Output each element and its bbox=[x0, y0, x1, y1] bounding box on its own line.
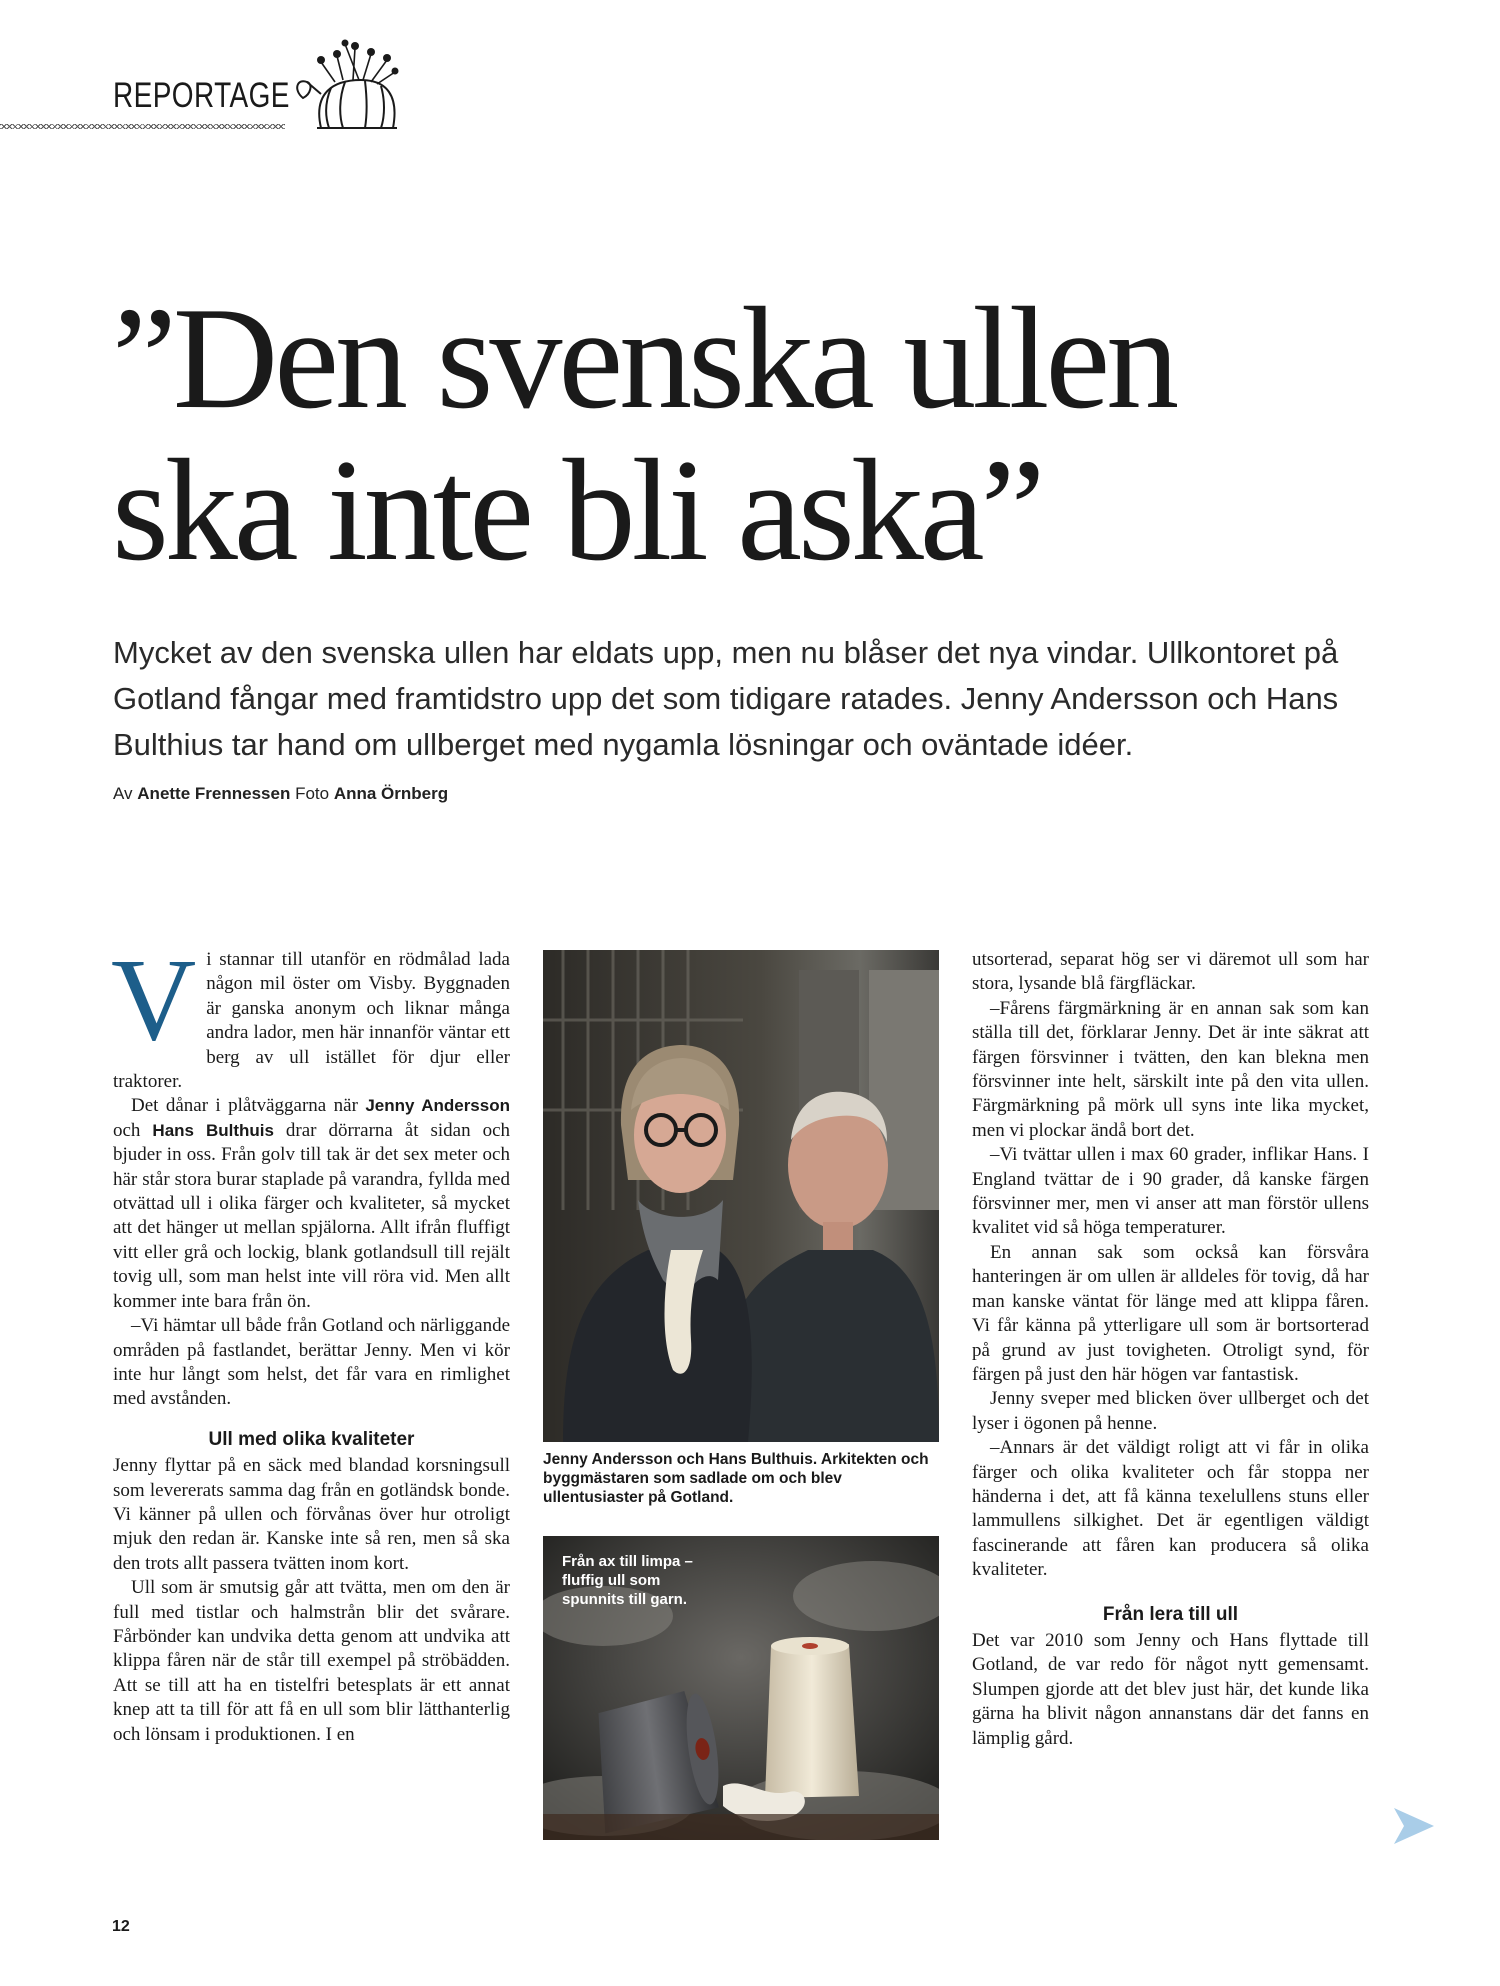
section-label: REPORTAGE bbox=[113, 76, 290, 115]
name-hans: Hans Bulthuis bbox=[152, 1120, 274, 1140]
paragraph: –Fårens färgmärkning är en annan sak som kan ställa till det, förklarar Jenny. Det är inte säkrat att färgen försvinner i tvätten, den kan blekna men försvinner inte helt, särskilt inte på den vita ullen. Färgmärkning på mörk ull syns inte lika mycket, men vi plockar ändå bort det. bbox=[972, 997, 1369, 1141]
photo-caption: Jenny Andersson och Hans Bulthuis. Arkitekten och byggmästaren som sadlade om och blev ullentusiaster på Gotland. bbox=[543, 1451, 929, 1506]
subheading: Ull med olika kvaliteter bbox=[208, 1428, 415, 1450]
headline bbox=[112, 277, 1412, 591]
paragraph: Jenny flyttar på en säck med blandad korsningsull som levererats samma dag från en gotländsk bonde. Vi känner på ullen och förvånas över hur otroligt mjuk den redan är. Kanske inte så ren, men så ska den trots allt passera tvätten inom kort. bbox=[113, 1455, 510, 1574]
paragraph: utsorterad, separat hög ser vi däremot ull som har stora, lysande blå färgfläckar. bbox=[972, 949, 1369, 995]
headline-line-2: ska inte bli aska” bbox=[112, 429, 1042, 591]
name-jenny: Jenny Andersson bbox=[365, 1096, 510, 1116]
paragraph: Det var 2010 som Jenny och Hans flyttade till Gotland, de var redo för något nytt gemensamt. Slumpen gjorde att det blev just här, det kunde lika gärna ha blivit någon annanstans där det fanns en lämplig gård. bbox=[972, 1629, 1369, 1749]
paragraph: i stannar till utanför en rödmålad lada någon mil öster om Visby. Byggnaden är ganska anonym och liknar många andra lador, men här innanför väntar ett berg av ull istället för djur eller traktorer. bbox=[113, 949, 510, 1093]
portrait-illustration bbox=[543, 950, 939, 1442]
decorative-rule bbox=[0, 124, 285, 129]
byline-photo-prefix: Foto bbox=[295, 784, 330, 803]
page-number: 12 bbox=[112, 1918, 130, 1935]
paragraph bbox=[113, 1094, 510, 1314]
paragraph: Jenny sveper med blicken över ullberget och det lyser i ögonen på henne. bbox=[972, 1388, 1369, 1434]
headline-line-1: ”Den svenska ullen bbox=[112, 277, 1176, 439]
text-run: Det dånar i plåtväggarna när bbox=[131, 1095, 358, 1117]
continue-arrow-icon bbox=[1392, 1806, 1436, 1846]
article-column-1 bbox=[111, 934, 511, 1747]
paragraph: En annan sak som också kan försvåra hanteringen är om ullen är alldeles för tovig, då har man kanske väntat för länge med att klippa fåren. Vi får känna på ytterligare ull som är bortsorterad på grund av just tovigheten. Otroligt synd, för färgen på just den här högen var fantastisk. bbox=[972, 1241, 1369, 1385]
article-column-3 bbox=[972, 948, 1369, 1751]
byline-author: Anette Frennessen bbox=[137, 784, 291, 803]
pincushion-icon bbox=[283, 38, 403, 134]
lede: Mycket av den svenska ullen har eldats upp, men nu blåser det nya vindar. Ullkontoret på Gotland fångar med framtidstro upp det som tidigare ratades. Jenny Andersson och Hans Bulthius tar hand om ullberget med nygamla lösningar och oväntade idéer. bbox=[113, 635, 1339, 762]
byline bbox=[113, 784, 448, 804]
paragraph: –Vi hämtar ull både från Gotland och närliggande områden på fastlandet, berättar Jenny. Men vi kör inte hur långt som helst, det får vara en rimlighet med avstånden. bbox=[113, 1315, 510, 1410]
paragraph: Ull som är smutsig går att tvätta, men om den är full med tistlar och halmstrån blir det svårare. Fårbönder kan undvika detta genom att undvika att klippa fåren när de står till exempel på ströbädden. Att se till att ha en tistelfri betesplats är ett annat knep att ta till för att få en ull som blir lätthanterlig och lönsam i produktionen. I en bbox=[113, 1577, 510, 1745]
photo-caption-overlay: Från ax till limpa – fluffig ull som spunnits till garn. bbox=[562, 1553, 693, 1608]
paragraph: –Annars är det väldigt roligt att vi får in olika färger och olika kvaliteter och får stoppa ner händerna i det, att få känna texelullens stuns eller lammullens silkighet. Det är egentligen väldigt fascinerande att fåren kan producera så olika kvaliteter. bbox=[972, 1437, 1369, 1581]
paragraph: –Vi tvättar ullen i max 60 grader, inflikar Hans. I England tvättar de i 90 grader, då kanske färgen försvinner mer, men vi anser att man förstör ullens kvalitet vid så höga temperaturer. bbox=[972, 1144, 1369, 1239]
byline-photographer: Anna Örnberg bbox=[333, 784, 449, 803]
text-run: och bbox=[113, 1119, 141, 1141]
text-run: drar dörrarna åt sidan och bjuder in oss. Från golv till tak är det sex meter och här står stora burar staplade på varandra, fyllda med otvättad ull i olika färger och kvaliteter, så mycket att det hänger ut mellan spjälorna. Allt ifrån fluffigt vitt eller grå och lockig, blank gotlandsull till rejält tovig ull, som man helst inte vill röra vid. Men allt kommer inte bara från ön. bbox=[113, 1119, 511, 1312]
subheading: Från lera till ull bbox=[1102, 1603, 1239, 1625]
byline-by-prefix: Av bbox=[113, 784, 133, 803]
portrait-photo bbox=[543, 950, 939, 1442]
drop-cap: V bbox=[111, 934, 197, 1065]
